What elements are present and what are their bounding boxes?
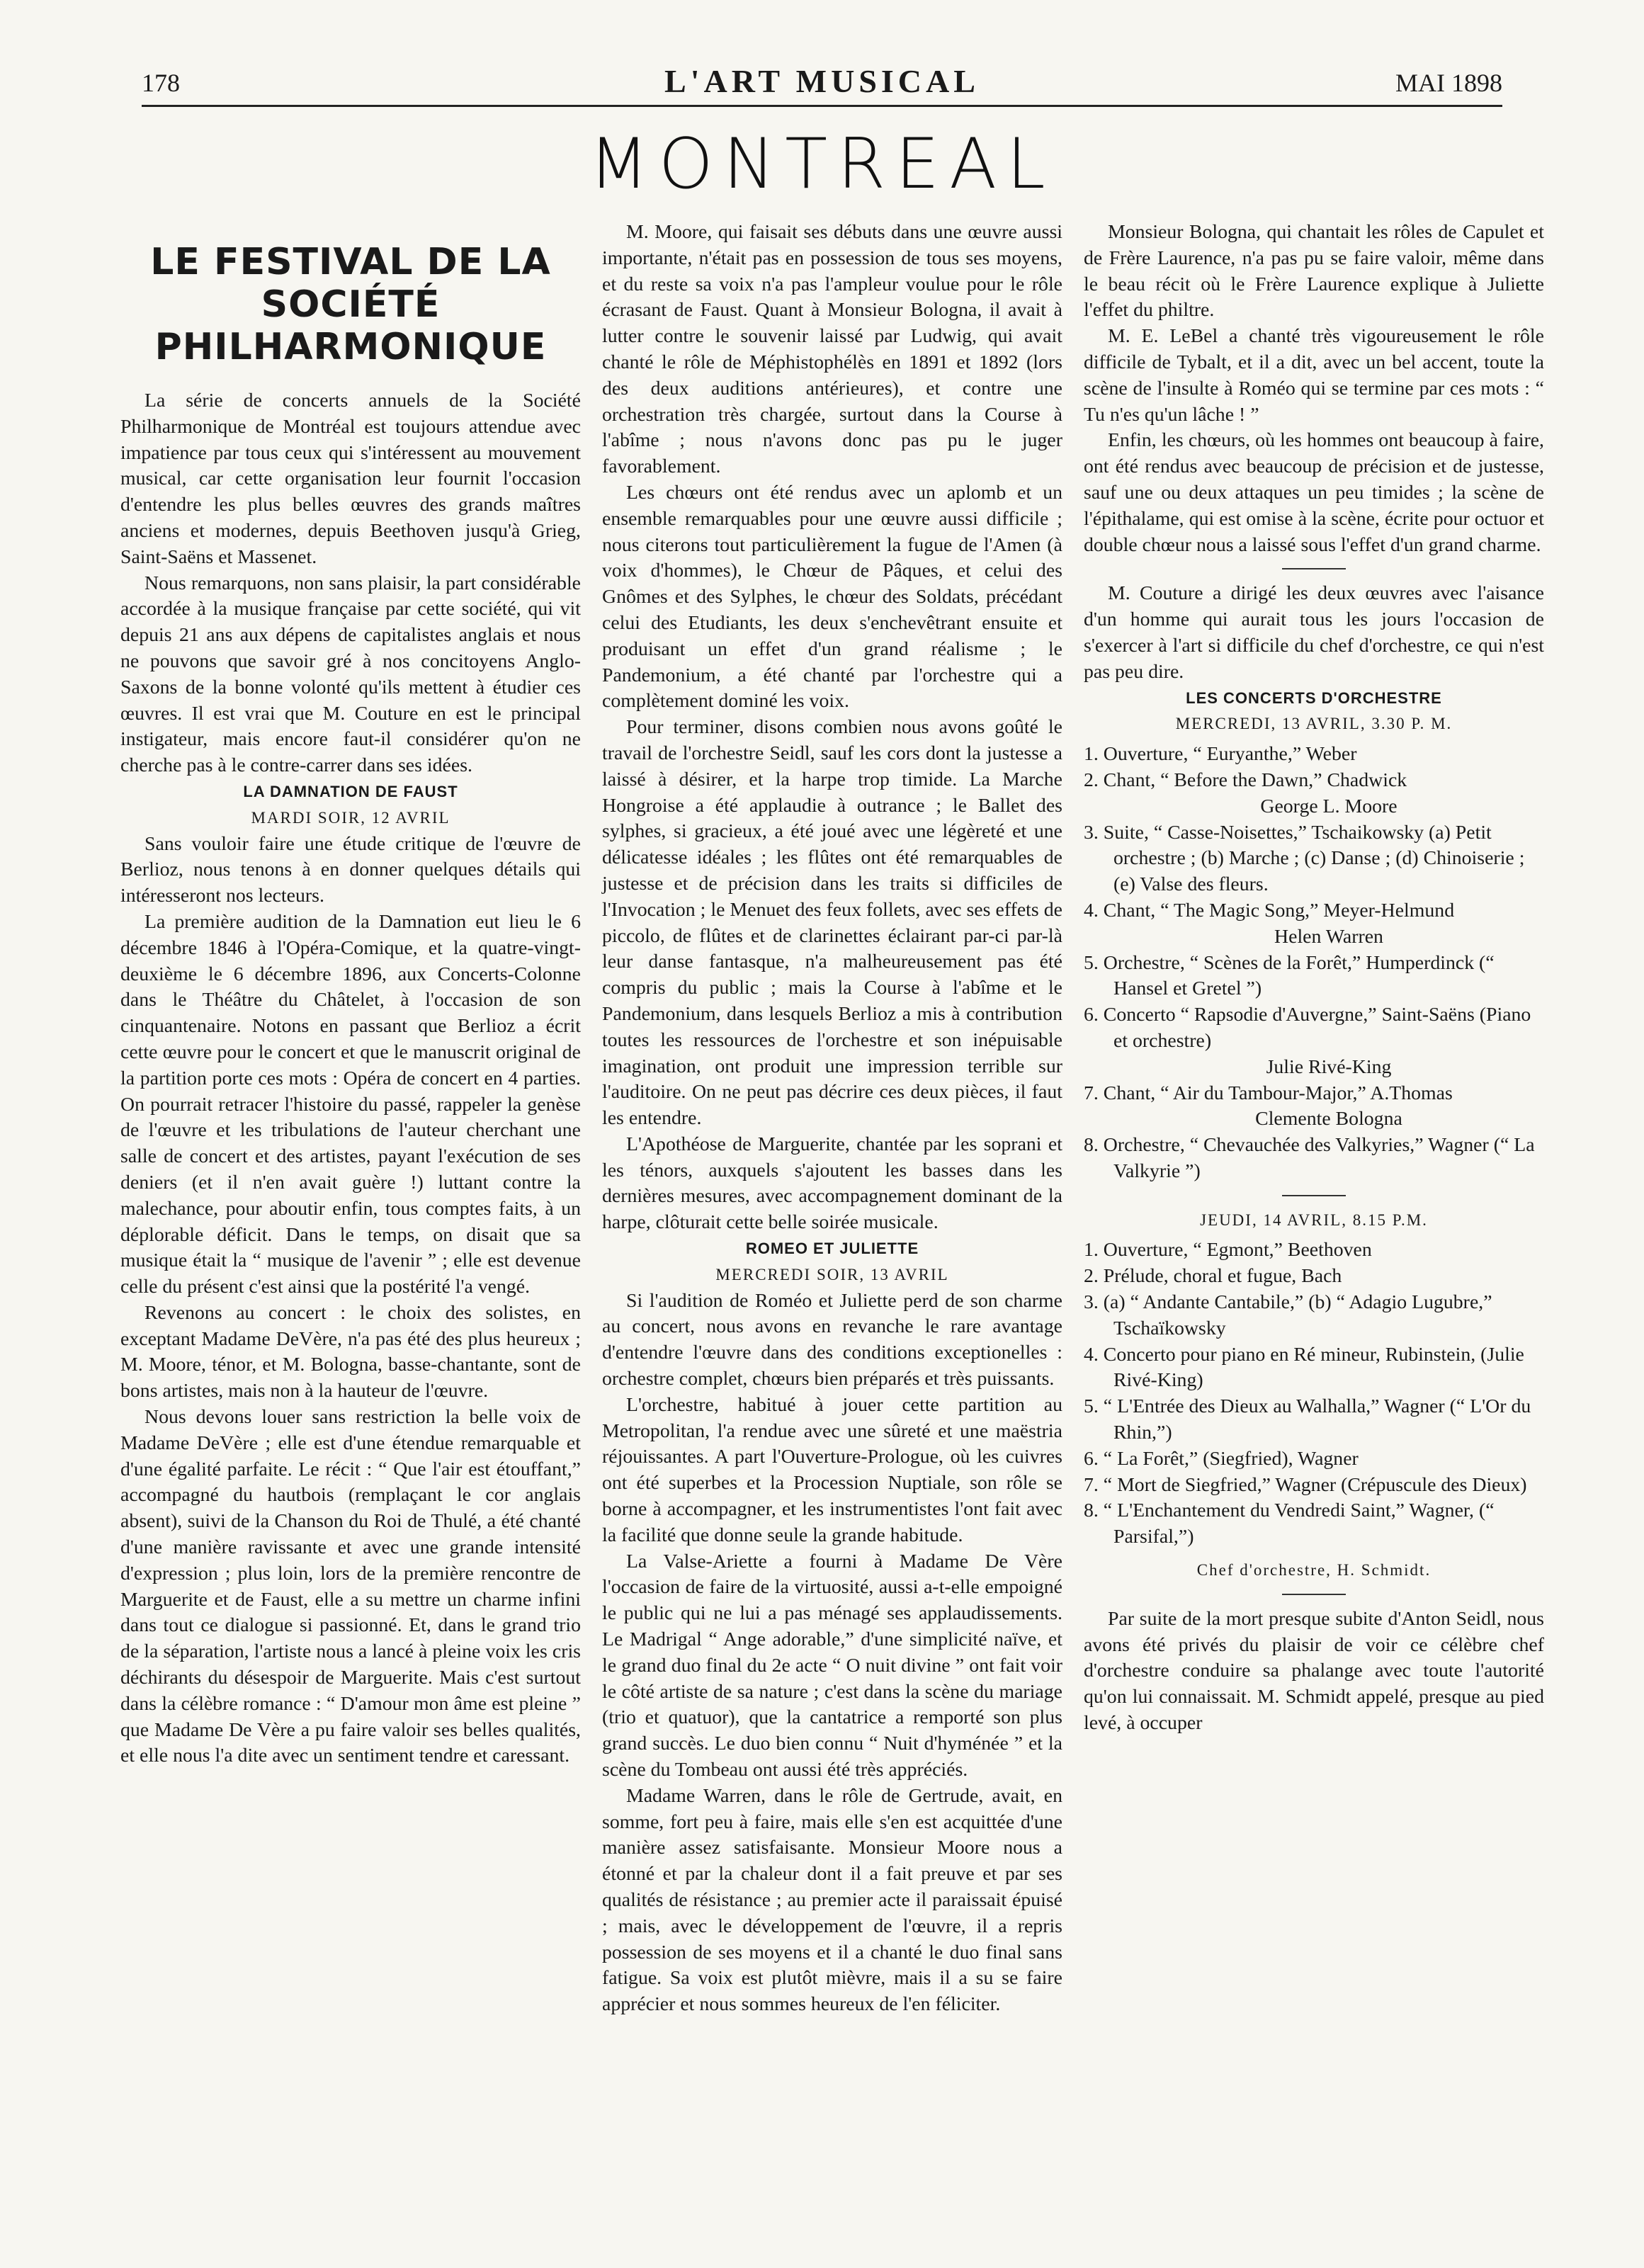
paragraph: Nous devons louer sans restriction la belle voix de Madame DeVère ; elle est d'une étendue remarquable et d'une égalité parfaite. Le récit : “ Que l'air est étouffant,” accompagné du hautbois (remplaçant le cor anglais absent), suivi de la Chanson du Roi de Thulé, a été chanté d'une manière ravissante et avec une grande intensité d'expression ; plus loin, lors de la première rencontre de Marguerite et de Faust, elle a su mettre un charme infini dans tout ce dialogue si passionné. Et, dans le grand trio de la séparation, l'artiste nous a lancé à pleine voix les cris déchirants du désespoir de Marguerite. Mais c'est surtout dans la célèbre romance : “ D'amour mon âme est pleine ” que Madame De Vère a pu faire valoir ses belles qualités, et elle nous l'a dite avec un sentiment tendre et caressant. [120,1406,581,1767]
journal-title: L'ART MUSICAL [664,63,980,99]
column-2 [602,220,1062,2018]
divider [1282,568,1346,569]
column-3 [1084,220,1544,1737]
program-list-1 [1084,742,1544,1185]
page-number: 178 [142,69,180,97]
program-item: 2. Prélude, choral et fugue, Bach [1084,1265,1342,1288]
paragraph: Nous remarquons, non sans plaisir, la part considérable accordée à la musique française par cette société, qui vit depuis 21 ans aux dépens de capitalistes anglais et nous ne pouvons que savoir gré à nos concitoyens Anglo-Saxons de la bonne volonté qu'ils mettent à étudier ces œuvres. Il est vrai que M. Couture en est le principal instigateur, mais encore faut-il considérer qu'on ne cherche pas à le contre-carrer dans ses idées. [120,572,581,777]
program-item: 4. Chant, “ The Magic Song,” Meyer-Helmund Helen Warren [1084,898,1544,951]
article-title: LE FESTIVAL DE LA SOCIÉTÉ PHILHARMONIQUE [150,241,551,368]
program-item: 8. “ L'Enchantement du Vendredi Saint,” Wagner, (“ Parsifal,”) [1084,1499,1495,1548]
paragraph: M. Moore, qui faisait ses débuts dans une œuvre aussi importante, n'était pas en possession de tous ses moyens, et du reste sa voix n'a pas l'ampleur voulue pour le rôle écrasant de Faust. Quant à Monsieur Bologna, il avait à lutter contre le souvenir laissé par Ludwig, qui avait chanté le rôle de Méphistophélès en 1891 et 1892 (lors des deux auditions antérieures), et contre une orchestration très chargée, surtout dans la Course à l'abîme ; nous n'avons donc pas pu le juger favorablement. [602,221,1062,478]
paragraph: Si l'audition de Roméo et Juliette perd de son charme au concert, nous avons en revanche le rare avantage d'entendre l'œuvre dans des conditions exceptionelles : orchestre complet, chœurs bien préparés et très puissants. [602,1289,1062,1390]
dateline: MARDI SOIR, 12 AVRIL [251,808,450,827]
paragraph: M. E. LeBel a chanté très vigoureusement le rôle difficile de Tybalt, et il a dit, avec un bel accent, toute la scène de l'insulte à Roméo qui se termine par ces mots : “ Tu n'es qu'un lâche ! ” [1084,325,1544,426]
program-item: 7. “ Mort de Siegfried,” Wagner (Crépuscule des Dieux) [1084,1473,1527,1496]
program-list-2 [1084,1237,1544,1550]
paragraph: Pour terminer, disons combien nous avons goûté le travail de l'orchestre Seidl, sauf les cors dont la justesse a laissé à désirer, et la harpe trop timide. La Marche Hongroise a été applaudie à outrance ; le Ballet des sylphes, si gracieux, a été joué avec une légèreté et une délicatesse idéales ; les flûtes ont été remarquables de justesse et de précision dans les traits si difficiles de l'Invocation ; le Menuet des feux follets, avec ses effets de piccolo, de flûtes et de clarinettes éclairant par-ci par-là leur danse fantasque, n'a malheureusement pas été compris du public ; mais la Course à l'abîme et le Pandemonium, dans lesquels Berlioz a mis à contribution toutes les ressources de l'orchestre et son inépuisable imagination, ont produit une impression terrible sur l'auditoire. On ne peut pas décrire ces deux pièces, il faut les entendre. [602,716,1062,1130]
paragraph: La Valse-Ariette a fourni à Madame De Vère l'occasion de faire de la virtuosité, aussi a-t-elle empoigné le public qui ne lui a pas ménagé ses applaudissements. Le Madrigal “ Ange adorable,” d'une simplicité naïve, et le grand duo final du 2e acte “ O nuit divine ” ont fait voir le côté artiste de sa nature ; c'est dans la scène du mariage (trio et quatuor), que la cantatrice a remporté son plus grand succès. Le duo bien connu “ Nuit d'hyménée ” et la scène du Tombeau ont aussi été très appréciés. [602,1550,1062,1781]
program-item: 5. “ L'Entrée des Dieux au Walhalla,” Wagner (“ L'Or du Rhin,”) [1084,1395,1531,1444]
divider [1282,1195,1346,1196]
dateline: JEUDI, 14 AVRIL, 8.15 P.M. [1200,1210,1428,1229]
paragraph: Sans vouloir faire une étude critique de l'œuvre de Berlioz, nous tenons à en donner quelques détails qui intéresseront nos lecteurs. [120,832,581,907]
conductor-credit: Chef d'orchestre, H. Schmidt. [1196,1561,1432,1580]
dateline: MERCREDI, 13 AVRIL, 3.30 P. M. [1175,715,1453,733]
running-header [142,62,1502,107]
subheading-faust: LA DAMNATION DE FAUST [243,782,458,800]
section-banner: MONTREAL [589,124,1055,205]
divider [1282,1594,1346,1595]
performer: Clemente Bologna [1255,1108,1402,1130]
paragraph: Revenons au concert : le choix des solistes, en exceptant Madame DeVère, n'a pas été des plus heureux ; M. Moore, ténor, et M. Bologna, basse-chantante, sont de bons artistes, mais non à la hauteur de l'œuvre. [120,1301,581,1402]
program-item: 4. Concerto pour piano en Ré mineur, Rubinstein, (Julie Rivé-King) [1084,1343,1524,1392]
paragraph: Les chœurs ont été rendus avec un aplomb et un ensemble remarquables pour une œuvre aussi difficile ; nous citerons tout particulièrement la fugue de l'Amen (à voix d'hommes), le Chœur de Pâques, et celui des Gnômes et des Sylphes, le chœur des Soldats, précédant celui des Etudiants, les deux s'enchevêtrant ensuite et produisant un effet d'un grand réalisme ; le Pandemonium, a été chanté par l'orchestre qui a complètement dominé les voix. [602,481,1062,713]
column-1 [120,220,581,1769]
program-item: 3. (a) “ Andante Cantabile,” (b) “ Adagio Lugubre,” Tschaïkowsky [1084,1291,1492,1339]
paragraph: Madame Warren, dans le rôle de Gertrude, avait, en somme, fort peu à faire, mais elle s'en est acquittée d'une manière assez satisfaisante. Monsieur Moore nous a étonné et par la chaleur dont il a fait preuve et par ses qualités de résistance ; au premier acte il paraissait épuisé ; mais, avec le développement de l'œuvre, il a repris possession de ses moyens et il a chanté le duo final sans fatigue. Sa voix est plutôt mièvre, mais il a su se faire apprécier et nous sommes heureux de l'en féliciter. [602,1784,1062,2016]
performer: Julie Rivé-King [1266,1055,1392,1078]
program-item: 2. Chant, “ Before the Dawn,” Chadwick George L. Moore [1084,768,1544,820]
subheading-orchestra: LES CONCERTS D'ORCHESTRE [1186,688,1442,707]
program-item: 3. Suite, “ Casse-Noisettes,” Tschaikowsky (a) Petit orchestre ; (b) Marche ; (c) Danse ; (d) Chinoiserie ; (e) Valse des fleurs. [1084,821,1525,896]
paragraph: La première audition de la Damnation eut lieu le 6 décembre 1846 à l'Opéra-Comique, et la quatre-vingt-deuxième le 6 décembre 1896, aux Concerts-Colonne dans le Théâtre du Châtelet, à l'occasion de son cinquantenaire. Notons en passant que Berlioz a écrit cette œuvre pour le concert et que le manuscrit original de la partition porte ces mots : Opéra de concert en 4 parties. On pourrait retracer l'histoire du passé, rappeler la genèse de l'œuvre et les tribulations de l'auteur cherchant une salle de concert et des artistes, payant l'exécution de ses deniers (et il n'en avait guère !) luttant contre la malechance, pour aboutir enfin, tous comptes faits, à un déplorable déficit. Dans le temps, on disait que sa musique était la “ musique de l'avenir ” ; elle est devenue celle du présent c'est ainsi que la postérité l'a vengé. [120,910,581,1298]
paragraph: Enfin, les chœurs, où les hommes ont beaucoup à faire, ont été rendus avec beaucoup de précision et de justesse, sauf une ou deux attaques un peu timides ; la scène de l'épithalame, qui est omise à la scène, écrite pour octuor et double chœur nous a laissé sous l'effet d'un grand charme. [1084,429,1544,556]
program-item: 1. Ouverture, “ Egmont,” Beethoven [1084,1239,1372,1261]
performer: Helen Warren [1274,925,1383,948]
paragraph: L'Apothéose de Marguerite, chantée par les soprani et les ténors, auxquels s'ajoutent les basses dans les dernières mesures, avec accompagnement dominant de la harpe, clôturait cette belle soirée musicale. [602,1133,1062,1234]
program-item: 8. Orchestre, “ Chevauchée des Valkyries,” Wagner (“ La Valkyrie ”) [1084,1134,1535,1182]
paragraph: L'orchestre, habitué à jouer cette partition au Metropolitan, l'a rendue avec une sûreté et une maëstria réjouissantes. A part l'Ouverture-Prologue, où les cuivres ont été superbes et la Procession Nuptiale, son rôle se borne à accompagner, et les instrumentistes l'ont fait avec la facilité que donne seule la grande habitude. [602,1393,1062,1546]
issue-date: MAI 1898 [1395,69,1502,97]
paragraph: La série de concerts annuels de la Société Philharmonique de Montréal est toujours attendue avec impatience par tous ceux qui s'intéressent au mouvement musical, car cette organisation leur fournit l'occasion d'entendre les plus belles œuvres des grands maîtres anciens et modernes, depuis Beethoven jusqu'à Grieg, Saint-Saëns et Massenet. [120,390,581,568]
program-item: 7. Chant, “ Air du Tambour-Major,” A.Thomas Clemente Bologna [1084,1081,1544,1133]
program-item: 1. Ouverture, “ Euryanthe,” Weber [1084,743,1357,766]
program-item: 6. Concerto “ Rapsodie d'Auvergne,” Saint-Saëns (Piano et orchestre) Julie Rivé-King [1084,1002,1544,1080]
dateline: MERCREDI SOIR, 13 AVRIL [715,1265,949,1283]
performer: George L. Moore [1260,795,1398,817]
program-item: 5. Orchestre, “ Scènes de la Forêt,” Humperdinck (“ Hansel et Gretel ”) [1084,951,1495,1000]
paragraph: Monsieur Bologna, qui chantait les rôles de Capulet et de Frère Laurence, n'a pas pu se faire valoir, même dans le beau récit où le Frère Laurence explique à Juliette l'effet du philtre. [1084,221,1544,322]
paragraph: M. Couture a dirigé les deux œuvres avec l'aisance d'un homme qui aurait tous les jours l'occasion de s'exercer à l'art si difficile du chef d'orchestre, ce qui n'est pas peu dire. [1084,582,1544,683]
program-item: 6. “ La Forêt,” (Siegfried), Wagner [1084,1447,1359,1470]
paragraph: Par suite de la mort presque subite d'Anton Seidl, nous avons été privés du plaisir de voir ce célèbre chef d'orchestre conduire sa phalange avec toute l'autorité qu'on lui connaissait. M. Schmidt appelé, presque au pied levé, à occuper [1084,1607,1544,1735]
subheading-romeo: ROMEO ET JULIETTE [745,1240,919,1258]
